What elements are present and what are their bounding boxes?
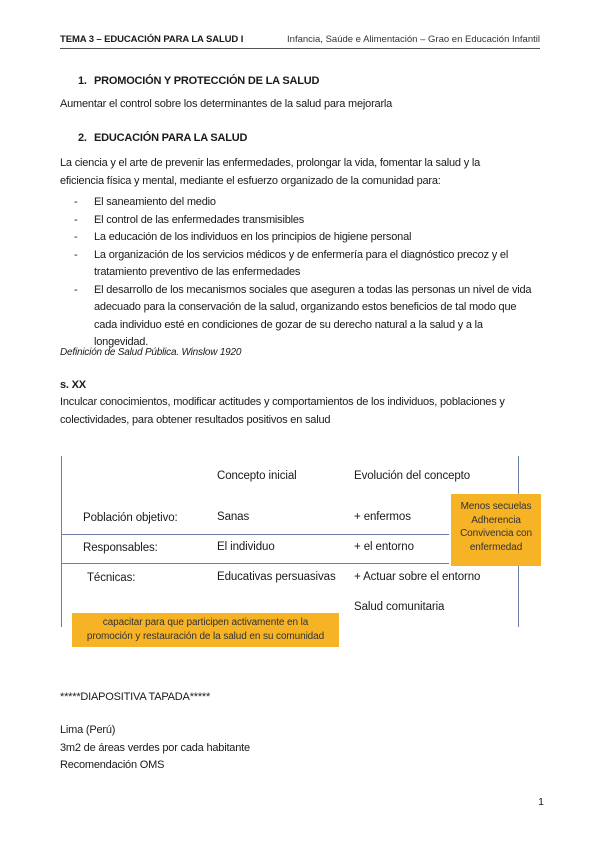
list-item: - El desarrollo de los mecanismos sociales que aseguren a todas las personas un nivel de vida adecuado para la conservación de la salud, organizando estos beneficios de tal modo que cada individuo esté en condiciones de gozar de su derecho natural a la salud y a la longevidad. (74, 282, 544, 352)
list-item-line: longevidad. (94, 336, 149, 348)
row-evolution: + el entorno (354, 541, 414, 553)
column-header-evolution: Evolución del concepto (354, 470, 471, 482)
sxx-line: Inculcar conocimientos, modificar actitudes y comportamientos de los individuos, poblaciones y (60, 396, 505, 408)
list-item-text: El control de las enfermedades transmisibles (94, 213, 305, 226)
section1-text: Aumentar el control sobre los determinantes de la salud para mejorarla (60, 98, 393, 110)
row-label: Población objetivo: (83, 512, 178, 524)
hidden-slide-note: *****DIAPOSITIVA TAPADA***** (60, 691, 211, 703)
list-item-line: tratamiento preventivo de las enfermedades (94, 266, 301, 278)
note-line: Recomendación OMS (60, 759, 165, 771)
section2-title: EDUCACIÓN PARA LA SALUD (94, 132, 248, 144)
table-row-divider (61, 534, 449, 535)
citation: Definición de Salud Pública. Winslow 1920 (60, 347, 242, 358)
callout-line: Menos secuelas (460, 501, 532, 512)
note-line: Lima (Perú) (60, 724, 116, 736)
header-degree-title: Infancia, Saúde e Alimentación – Grao en Educación Infantil (287, 34, 540, 45)
row-initial: Educativas persuasivas (217, 571, 336, 583)
page-number: 1 (538, 796, 544, 808)
column-header-initial: Concepto inicial (217, 470, 297, 482)
note-line: 3m2 de áreas verdes por cada habitante (60, 741, 250, 754)
page-header (60, 32, 540, 49)
list-item-line: adecuado para la conservación de la salud, organizando estos beneficios de tal modo que (94, 301, 517, 313)
row-initial: Sanas (217, 511, 250, 523)
list-item: - El control de las enfermedades transmisibles (74, 213, 305, 226)
list-item-line: cada individuo esté en condiciones de gozar de su derecho natural a la salud y a la (94, 318, 483, 331)
callout-line: enfermedad (469, 541, 523, 553)
list-item: - La educación de los individuos en los principios de higiene personal (74, 231, 412, 243)
section2-number: 2. (78, 132, 87, 144)
list-item-line: La organización de los servicios médicos y de enfermería para el diagnóstico precoz y el (94, 248, 509, 261)
row-evolution: + enfermos (354, 511, 411, 523)
callout-capacitar (72, 613, 339, 647)
list-item-line: El desarrollo de los mecanismos sociales que aseguren a todas las personas un nivel de vida (94, 283, 532, 296)
section1-heading (78, 75, 319, 87)
row-evolution: + Actuar sobre el entorno (354, 571, 481, 583)
section2-heading (78, 132, 247, 144)
sxx-line: colectividades, para obtener resultados positivos en salud (60, 413, 331, 426)
callout-line: capacitar para que participen activamente en la (102, 617, 309, 628)
list-item-text: El saneamiento del medio (94, 196, 216, 208)
section1-title: PROMOCIÓN Y PROTECCIÓN DE LA SALUD (94, 75, 320, 87)
list-item-text: La educación de los individuos en los principios de higiene personal (94, 231, 412, 243)
section2-bullet-list (74, 194, 544, 352)
callout-line: Adherencia (471, 514, 521, 526)
section1-number: 1. (78, 75, 87, 87)
list-item: - La organización de los servicios médicos y de enfermería para el diagnóstico precoz y el tratamiento preventivo de las enfermedades (74, 247, 544, 282)
section2-intro-line: eficiencia física y mental, mediante el esfuerzo organizado de la comunidad para: (60, 174, 441, 187)
callout-outcomes (451, 494, 541, 566)
sxx-text (60, 394, 545, 429)
header-course-title: TEMA 3 – EDUCACIÓN PARA LA SALUD I (60, 34, 244, 45)
row-label: Responsables: (83, 542, 158, 554)
table-border-left (61, 456, 62, 627)
row-initial: El individuo (217, 541, 275, 553)
row-label: Técnicas: (87, 572, 136, 584)
list-item: - El saneamiento del medio (74, 196, 216, 208)
table-row-divider (61, 563, 449, 564)
sxx-title: s. XX (60, 379, 86, 391)
section2-intro (60, 155, 545, 190)
callout-line: promoción y restauración de la salud en su comunidad (86, 630, 325, 642)
callout-line: Convivencia con (460, 528, 532, 539)
section2-intro-line: La ciencia y el arte de prevenir las enfermedades, prolongar la vida, fomentar la salud y la (60, 157, 481, 169)
notes-block (60, 722, 545, 775)
community-health: Salud comunitaria (354, 601, 445, 613)
